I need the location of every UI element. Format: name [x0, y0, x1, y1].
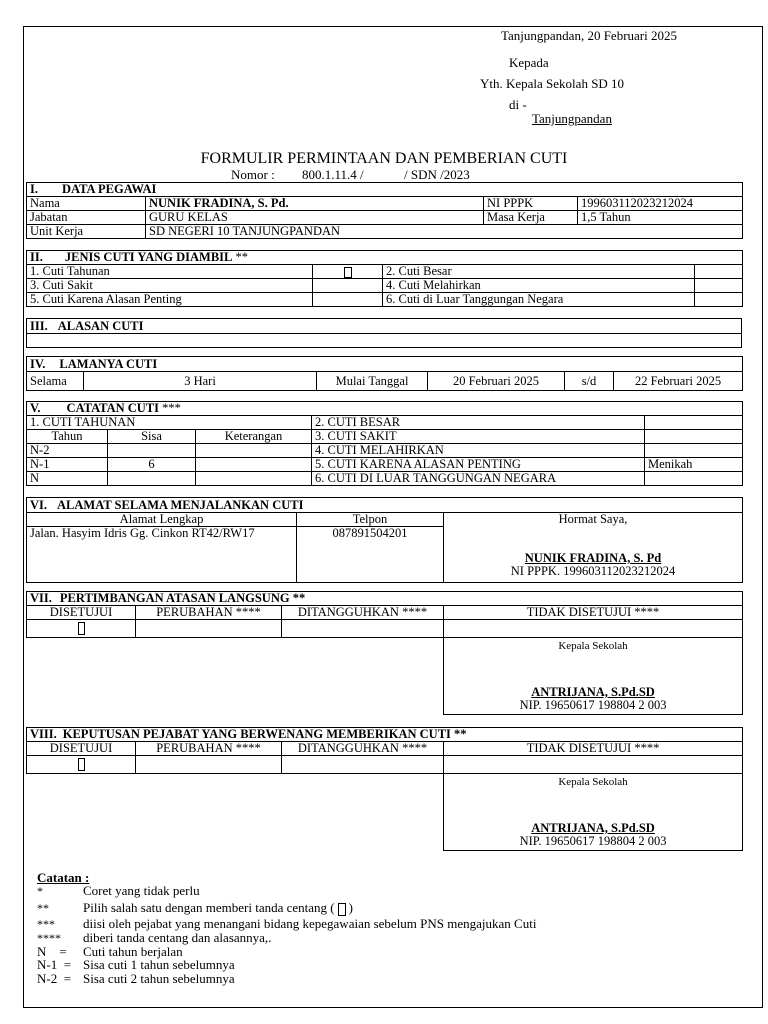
nomor-value: 800.1.11.4 / — [302, 167, 364, 182]
note-text — [83, 900, 353, 916]
nama-value: NUNIK FRADINA, S. Pd. — [146, 197, 484, 211]
right-note: Menikah — [645, 458, 743, 472]
sd-value: 22 Februari 2025 — [614, 372, 743, 391]
check-perubahan[interactable] — [136, 620, 282, 638]
sec8-mark: ** — [454, 727, 467, 741]
pegawai-id: NI PPPK. 199603112023212024 — [510, 564, 676, 578]
signer-role: Kepala Sekolah — [558, 776, 628, 788]
alasan-cuti-field[interactable] — [27, 334, 742, 348]
note-key: N-2 = — [37, 971, 72, 986]
table-row-sisa: 6 — [108, 458, 196, 472]
close-paren: ) — [348, 900, 353, 915]
col-disetujui: DISETUJUI — [27, 742, 136, 756]
checkbox-icon — [78, 758, 85, 771]
col-tidak-disetujui: TIDAK DISETUJUI **** — [444, 742, 743, 756]
note-key: * — [37, 884, 43, 898]
note-text-value: Pilih salah satu dengan memberi tanda centang ( — [83, 900, 335, 915]
check-perubahan[interactable] — [136, 756, 282, 774]
nama-label: Nama — [27, 197, 146, 211]
sec8-title: KEPUTUSAN PEJABAT YANG BERWENANG MEMBERIKAN CUTI — [62, 727, 451, 741]
unit-label: Unit Kerja — [27, 225, 146, 239]
jenis-item: 5. Cuti Karena Alasan Penting — [27, 293, 313, 307]
right-note — [645, 444, 743, 458]
sd-label: s/d — [565, 372, 614, 391]
table-row-sisa — [108, 472, 196, 486]
jenis-item: 3. Cuti Sakit — [27, 279, 313, 293]
table-row-ket — [196, 472, 312, 486]
table-row-ket — [196, 444, 312, 458]
jabatan-label: Jabatan — [27, 211, 146, 225]
telpon-label: Telpon — [297, 513, 444, 527]
jenis-item: 1. Cuti Tahunan — [27, 265, 313, 279]
selama-label: Selama — [27, 372, 84, 391]
checkbox-icon — [78, 622, 85, 635]
nipppk-value: 199603112023212024 — [578, 197, 743, 211]
note-text: diberi tanda centang dan alasannya,. — [83, 930, 272, 945]
sec3-num: III. — [30, 318, 48, 333]
sec7-title: PERTIMBANGAN ATASAN LANGSUNG — [59, 591, 290, 605]
col-ditangguhkan: DITANGGUHKAN **** — [282, 606, 444, 620]
sec1-title: DATA PEGAWAI — [62, 182, 157, 196]
table-row-tahun: N-2 — [27, 444, 108, 458]
col-tahun: Tahun — [27, 430, 108, 444]
sec6-title: ALAMAT SELAMA MENJALANKAN CUTI — [57, 497, 304, 512]
sec2-num: II. — [30, 250, 43, 264]
kepada: Kepada — [509, 55, 549, 70]
notes-title: Catatan : — [37, 870, 90, 885]
jenis-item: 4. Cuti Melahirkan — [383, 279, 695, 293]
check-cuti-sakit[interactable] — [313, 279, 383, 293]
check-cuti-luar-tanggungan[interactable] — [695, 293, 743, 307]
unit-value: SD NEGERI 10 TANJUNGPANDAN — [146, 225, 743, 239]
pertimbangan-table — [26, 591, 743, 715]
col-ditangguhkan: DITANGGUHKAN **** — [282, 742, 444, 756]
signer-name: ANTRIJANA, S.Pd.SD — [531, 685, 655, 699]
sec7-mark: ** — [292, 591, 306, 605]
nomor-suffix: / SDN /2023 — [404, 167, 470, 182]
cuti-tahunan-label: 1. CUTI TAHUNAN — [27, 416, 312, 430]
check-cuti-tahunan[interactable] — [313, 265, 383, 279]
check-tidak-disetujui[interactable] — [444, 620, 743, 638]
jenis-item: 6. Cuti di Luar Tanggungan Negara — [383, 293, 695, 307]
sec2-title: JENIS CUTI YANG DIAMBIL — [64, 250, 233, 264]
table-row-sisa — [108, 444, 196, 458]
alamat-table — [26, 497, 743, 583]
signer-name: ANTRIJANA, S.Pd.SD — [531, 821, 655, 835]
data-pegawai-table — [26, 182, 743, 239]
right-item: 4. CUTI MELAHIRKAN — [312, 444, 645, 458]
sec1-num: I. — [30, 182, 38, 196]
note-text: Coret yang tidak perlu — [83, 883, 200, 898]
sec2-mark: ** — [235, 250, 248, 264]
signer-role: Kepala Sekolah — [558, 640, 628, 652]
checkbox-icon — [338, 903, 346, 916]
alamat-label: Alamat Lengkap — [27, 513, 297, 527]
hormat-saya: Hormat Saya, — [558, 512, 628, 526]
recipient: Yth. Kepala Sekolah SD 10 — [480, 76, 625, 91]
note-key: N-1 = — [37, 957, 72, 972]
nomor-label: Nomor : — [231, 167, 275, 182]
right-item: 5. CUTI KARENA ALASAN PENTING — [312, 458, 645, 472]
right-note — [645, 416, 743, 430]
right-note — [645, 430, 743, 444]
col-perubahan: PERUBAHAN **** — [136, 742, 282, 756]
sec3-title: ALASAN CUTI — [57, 318, 144, 333]
jenis-item: 2. Cuti Besar — [383, 265, 695, 279]
catatan-cuti-table — [26, 401, 743, 486]
mulai-label: Mulai Tanggal — [317, 372, 428, 391]
check-cuti-alasan-penting[interactable] — [313, 293, 383, 307]
right-item: 3. CUTI SAKIT — [312, 430, 645, 444]
sec5-num: V. — [30, 401, 41, 415]
mulai-value: 20 Februari 2025 — [428, 372, 565, 391]
col-disetujui: DISETUJUI — [27, 606, 136, 620]
signer-nip: NIP. 19650617 198804 2 003 — [519, 698, 667, 712]
right-note — [645, 472, 743, 486]
checkbox-icon — [344, 267, 352, 278]
check-ditangguhkan[interactable] — [282, 756, 444, 774]
jenis-cuti-table — [26, 250, 743, 307]
note-key: *** — [37, 917, 55, 931]
sec7-num: VII. — [30, 591, 52, 605]
col-keterangan: Keterangan — [196, 430, 312, 444]
check-disetujui[interactable] — [27, 620, 136, 638]
col-tidak-disetujui: TIDAK DISETUJUI **** — [444, 606, 743, 620]
col-sisa: Sisa — [108, 430, 196, 444]
check-cuti-besar[interactable] — [695, 265, 743, 279]
masa-value: 1,5 Tahun — [578, 211, 743, 225]
note-key: N = — [37, 944, 67, 959]
note-text: Sisa cuti 2 tahun sebelumnya — [83, 971, 235, 986]
nipppk-label: NI PPPK — [484, 197, 578, 211]
check-cuti-melahirkan[interactable] — [695, 279, 743, 293]
sec5-mark: *** — [162, 401, 181, 415]
telpon-value: 087891504201 — [297, 527, 444, 583]
sec4-title: LAMANYA CUTI — [59, 356, 158, 371]
city: Tanjungpandan — [532, 111, 612, 126]
sec8-num: VIII. — [30, 727, 57, 741]
note-key: ** — [37, 901, 49, 915]
table-row-tahun: N-1 — [27, 458, 108, 472]
note-text: diisi oleh pejabat yang menangani bidang kepegawaian sebelum PNS mengajukan Cuti — [83, 916, 537, 931]
place-date: Tanjungpandan, 20 Februari 2025 — [501, 28, 677, 43]
masa-label: Masa Kerja — [484, 211, 578, 225]
lamanya-cuti-table — [26, 356, 743, 391]
table-row-ket — [196, 458, 312, 472]
pegawai-name: NUNIK FRADINA, S. Pd — [524, 551, 662, 565]
check-tidak-disetujui[interactable] — [444, 756, 743, 774]
col-perubahan: PERUBAHAN **** — [136, 606, 282, 620]
sec4-num: IV. — [30, 356, 46, 371]
table-row-tahun: N — [27, 472, 108, 486]
jabatan-value: GURU KELAS — [146, 211, 484, 225]
check-disetujui[interactable] — [27, 756, 136, 774]
signer-nip: NIP. 19650617 198804 2 003 — [519, 834, 667, 848]
selama-value: 3 Hari — [84, 372, 317, 391]
note-text: Sisa cuti 1 tahun sebelumnya — [83, 957, 235, 972]
keputusan-table — [26, 727, 743, 851]
sec5-title: CATATAN CUTI — [66, 401, 160, 415]
di-label: di - — [509, 97, 527, 112]
alamat-value: Jalan. Hasyim Idris Gg. Cinkon RT42/RW17 — [27, 527, 297, 583]
right-item: 2. CUTI BESAR — [312, 416, 645, 430]
sec6-num: VI. — [30, 497, 48, 512]
right-item: 6. CUTI DI LUAR TANGGUNGAN NEGARA — [312, 472, 645, 486]
note-key: **** — [37, 931, 61, 945]
page-title: FORMULIR PERMINTAAN DAN PEMBERIAN CUTI — [200, 150, 568, 167]
note-text: Cuti tahun berjalan — [83, 944, 183, 959]
check-ditangguhkan[interactable] — [282, 620, 444, 638]
alasan-cuti-table — [26, 318, 742, 348]
